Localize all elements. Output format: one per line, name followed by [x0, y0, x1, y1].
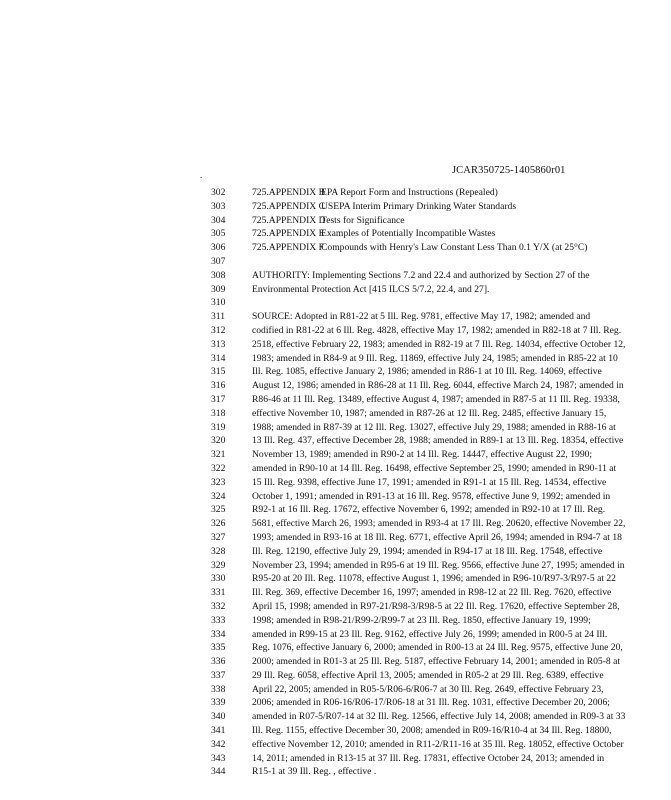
- line-number: 338: [211, 683, 226, 695]
- text-line: [0, 241, 671, 255]
- line-text: 29 Ill. Reg. 6058, effective April 13, 2005; amended in R05-2 at 29 Ill. Reg. 6389, effective: [252, 669, 604, 681]
- appendix-number: 725.APPENDIX B: [252, 187, 326, 198]
- line-number: 337: [211, 669, 226, 681]
- line-text: Reg. 1076, effective January 6, 2000; amended in R00-13 at 24 Ill. Reg. 9575, effective June 20,: [252, 642, 623, 654]
- text-line: [0, 531, 671, 545]
- text-line: [0, 214, 671, 228]
- line-number: 302: [211, 187, 226, 198]
- line-text: 15 Ill. Reg. 9398, effective June 17, 1991; amended in R91-1 at 15 Ill. Reg. 14534, effective: [252, 476, 607, 488]
- text-line: [0, 490, 671, 504]
- text-line: [0, 338, 671, 352]
- text-line: [0, 517, 671, 531]
- line-number: 342: [211, 738, 226, 750]
- line-number: 331: [211, 587, 226, 599]
- text-line: [0, 310, 671, 324]
- line-text: April 22, 2005; amended in R05-5/R06-6/R06-7 at 30 Ill. Reg. 2649, effective February 23,: [252, 683, 604, 695]
- text-line: [0, 269, 671, 283]
- line-text: Ill. Reg. 12190, effective July 29, 1994; amended in R94-17 at 18 Ill. Reg. 17548, effective: [252, 545, 603, 557]
- text-line: [0, 752, 671, 766]
- line-number: 320: [211, 435, 226, 447]
- text-line: [0, 503, 671, 517]
- line-text: 13 Ill. Reg. 437, effective December 28, 1988; amended in R89-1 at 13 Ill. Reg. 18354, effective: [252, 435, 624, 447]
- line-text: 1983; amended in R84-9 at 9 Ill. Reg. 11869, effective July 24, 1985; amended in R85-22 at 10: [252, 352, 618, 364]
- text-line: [0, 448, 671, 462]
- text-line: [0, 434, 671, 448]
- text-line: [0, 393, 671, 407]
- line-number: 308: [211, 269, 226, 281]
- line-text: amended in R99-15 at 23 Ill. Reg. 9162, effective July 26, 1999; amended in R00-5 at 24 Ill.: [252, 628, 608, 640]
- text-line: [0, 324, 671, 338]
- line-number: 332: [211, 600, 226, 612]
- line-number: 344: [211, 766, 226, 778]
- appendix-number: 725.APPENDIX C: [252, 200, 326, 212]
- text-line: [0, 227, 671, 241]
- text-line: [0, 572, 671, 586]
- line-text: Ill. Reg. 1085, effective January 2, 1986; amended in R86-1 at 10 Ill. Reg. 14069, effective: [252, 366, 602, 378]
- text-line: [0, 696, 671, 710]
- line-text: 5681, effective March 26, 1993; amended in R93-4 at 17 Ill. Reg. 20620, effective November 22,: [252, 518, 626, 530]
- text-line: [0, 710, 671, 724]
- line-number: 324: [211, 490, 226, 502]
- line-number: 313: [211, 338, 226, 350]
- line-text: November 23, 1994; amended in R95-6 at 19 Ill. Reg. 9566, effective June 27, 1995; amended in: [252, 559, 625, 571]
- line-number: 322: [211, 462, 226, 474]
- line-number: 335: [211, 642, 226, 654]
- header-dot: .: [200, 170, 203, 180]
- text-line: [0, 352, 671, 366]
- text-line: [0, 614, 671, 628]
- line-number: 317: [211, 393, 226, 405]
- line-number: 307: [211, 255, 226, 267]
- appendix-number: 725.APPENDIX E: [252, 228, 325, 240]
- line-text: R86-46 at 11 Ill. Reg. 13489, effective August 4, 1987; amended in R87-5 at 11 Ill. Reg. 19338,: [252, 393, 620, 405]
- text-line: [0, 628, 671, 642]
- text-line: [0, 683, 671, 697]
- line-number: 336: [211, 656, 226, 668]
- line-number: 328: [211, 545, 226, 557]
- line-text: amended in R07-5/R07-14 at 32 Ill. Reg. 12566, effective July 14, 2008; amended in R09-3 at 33: [252, 711, 626, 723]
- appendix-title: EPA Report Form and Instructions (Repealed): [321, 187, 498, 198]
- text-line: [0, 379, 671, 393]
- line-number: 306: [211, 242, 226, 254]
- line-number: 330: [211, 573, 226, 585]
- line-text: Ill. Reg. 369, effective December 16, 1997; amended in R98-12 at 22 Ill. Reg. 7620, effective: [252, 587, 612, 599]
- line-text: R95-20 at 20 Ill. Reg. 11078, effective August 1, 1996; amended in R96-10/R97-3/R97-5 at 22: [252, 573, 616, 585]
- line-text: SOURCE: Adopted in R81-22 at 5 Ill. Reg. 9781, effective May 17, 1982; amended and: [252, 311, 591, 323]
- line-text: Ill. Reg. 1155, effective December 30, 2008; amended in R09-16/R10-4 at 34 Ill. Reg. 18800,: [252, 725, 612, 737]
- line-number: 327: [211, 531, 226, 543]
- text-line: [0, 421, 671, 435]
- text-line: [0, 462, 671, 476]
- line-number: 319: [211, 421, 226, 433]
- line-number: 343: [211, 752, 226, 764]
- text-line: [0, 724, 671, 738]
- line-text: October 1, 1991; amended in R91-13 at 16 Ill. Reg. 9578, effective June 9, 1992; amended in: [252, 490, 611, 502]
- appendix-title: Compounds with Henry's Law Constant Less Than 0.1 Y/X (at 25°C): [321, 242, 588, 254]
- appendix-title: USEPA Interim Primary Drinking Water Standards: [321, 200, 517, 212]
- line-number: 305: [211, 228, 226, 240]
- text-line: [0, 559, 671, 573]
- line-number: 341: [211, 725, 226, 737]
- text-line: [0, 255, 671, 269]
- appendix-number: 725.APPENDIX D: [252, 214, 326, 226]
- line-number: 310: [211, 297, 226, 309]
- text-line: [0, 655, 671, 669]
- line-number: 311: [211, 311, 226, 323]
- text-line: [0, 669, 671, 683]
- text-line: [0, 586, 671, 600]
- line-text: 2518, effective February 22, 1983; amended in R82-19 at 7 Ill. Reg. 14034, effective October 12,: [252, 338, 626, 350]
- line-text: November 13, 1989; amended in R90-2 at 14 Ill. Reg. 14447, effective August 22, 1990;: [252, 449, 593, 461]
- line-text: Environmental Protection Act [415 ILCS 5/7.2, 22.4, and 27].: [252, 283, 490, 295]
- line-text: 1998; amended in R98-21/R99-2/R99-7 at 23 Ill. Reg. 1850, effective January 19, 1999;: [252, 614, 591, 626]
- line-number: 315: [211, 366, 226, 378]
- line-number: 316: [211, 380, 226, 392]
- line-text: 2000; amended in R01-3 at 25 Ill. Reg. 5187, effective February 14, 2001; amended in R05-8 at: [252, 656, 621, 668]
- line-text: effective November 10, 1987; amended in R87-26 at 12 Ill. Reg. 2485, effective January 15,: [252, 407, 607, 419]
- line-number: 340: [211, 711, 226, 723]
- line-text: 2006; amended in R06-16/R06-17/R06-18 at 31 Ill. Reg. 1031, effective December 20, 2006;: [252, 697, 610, 709]
- line-number: 333: [211, 614, 226, 626]
- line-number: 304: [211, 214, 226, 226]
- line-text: 14, 2011; amended in R13-15 at 37 Ill. Reg. 17831, effective October 24, 2013; amended in: [252, 752, 605, 764]
- line-text: R92-1 at 16 Ill. Reg. 17672, effective November 6, 1992; amended in R92-10 at 17 Ill. Reg.: [252, 504, 606, 516]
- line-number: 323: [211, 476, 226, 488]
- text-line: [0, 407, 671, 421]
- line-number: 329: [211, 559, 226, 571]
- line-number: 314: [211, 352, 226, 364]
- appendix-title: Examples of Potentially Incompatible Wastes: [321, 228, 496, 240]
- document-id: JCAR350725-1405860r01: [452, 165, 566, 176]
- document-body: [0, 186, 671, 779]
- text-line: [0, 476, 671, 490]
- text-line: [0, 200, 671, 214]
- line-number: 312: [211, 324, 226, 336]
- line-number: 334: [211, 628, 226, 640]
- line-text: 1988; amended in R87-39 at 12 Ill. Reg. 13027, effective July 29, 1988; amended in R88-16 at: [252, 421, 616, 433]
- line-number: 303: [211, 200, 226, 212]
- line-text: codified in R81-22 at 6 Ill. Reg. 4828, effective May 17, 1982; amended in R82-18 at 7 Ill. Reg.: [252, 324, 622, 336]
- line-text: April 15, 1998; amended in R97-21/R98-3/R98-5 at 22 Ill. Reg. 17620, effective September 28,: [252, 600, 620, 612]
- text-line: [0, 283, 671, 297]
- line-text: R15-1 at 39 Ill. Reg. , effective .: [252, 766, 377, 778]
- text-line: [0, 545, 671, 559]
- appendix-number: 725.APPENDIX F: [252, 242, 324, 254]
- line-number: 318: [211, 407, 226, 419]
- line-text: 1993; amended in R93-16 at 18 Ill. Reg. 6771, effective April 26, 1994; amended in R94-7 at 18: [252, 531, 622, 543]
- line-number: 339: [211, 697, 226, 709]
- text-line: [0, 365, 671, 379]
- line-text: amended in R90-10 at 14 Ill. Reg. 16498, effective September 25, 1990; amended in R90-11 at: [252, 462, 617, 474]
- line-text: AUTHORITY: Implementing Sections 7.2 and 22.4 and authorized by Section 27 of the: [252, 269, 590, 281]
- text-line: [0, 738, 671, 752]
- text-line: [0, 765, 671, 779]
- line-number: 325: [211, 504, 226, 516]
- text-line: [0, 186, 671, 200]
- text-line: [0, 296, 671, 310]
- text-line: [0, 600, 671, 614]
- line-number: 326: [211, 518, 226, 530]
- line-text: August 12, 1986; amended in R86-28 at 11 Ill. Reg. 6044, effective March 24, 1987; amended in: [252, 380, 624, 392]
- line-text: effective November 12, 2010; amended in R11-2/R11-16 at 35 Ill. Reg. 18052, effective October: [252, 738, 624, 750]
- appendix-title: Tests for Significance: [321, 214, 405, 226]
- line-number: 321: [211, 449, 226, 461]
- line-number: 309: [211, 283, 226, 295]
- text-line: [0, 641, 671, 655]
